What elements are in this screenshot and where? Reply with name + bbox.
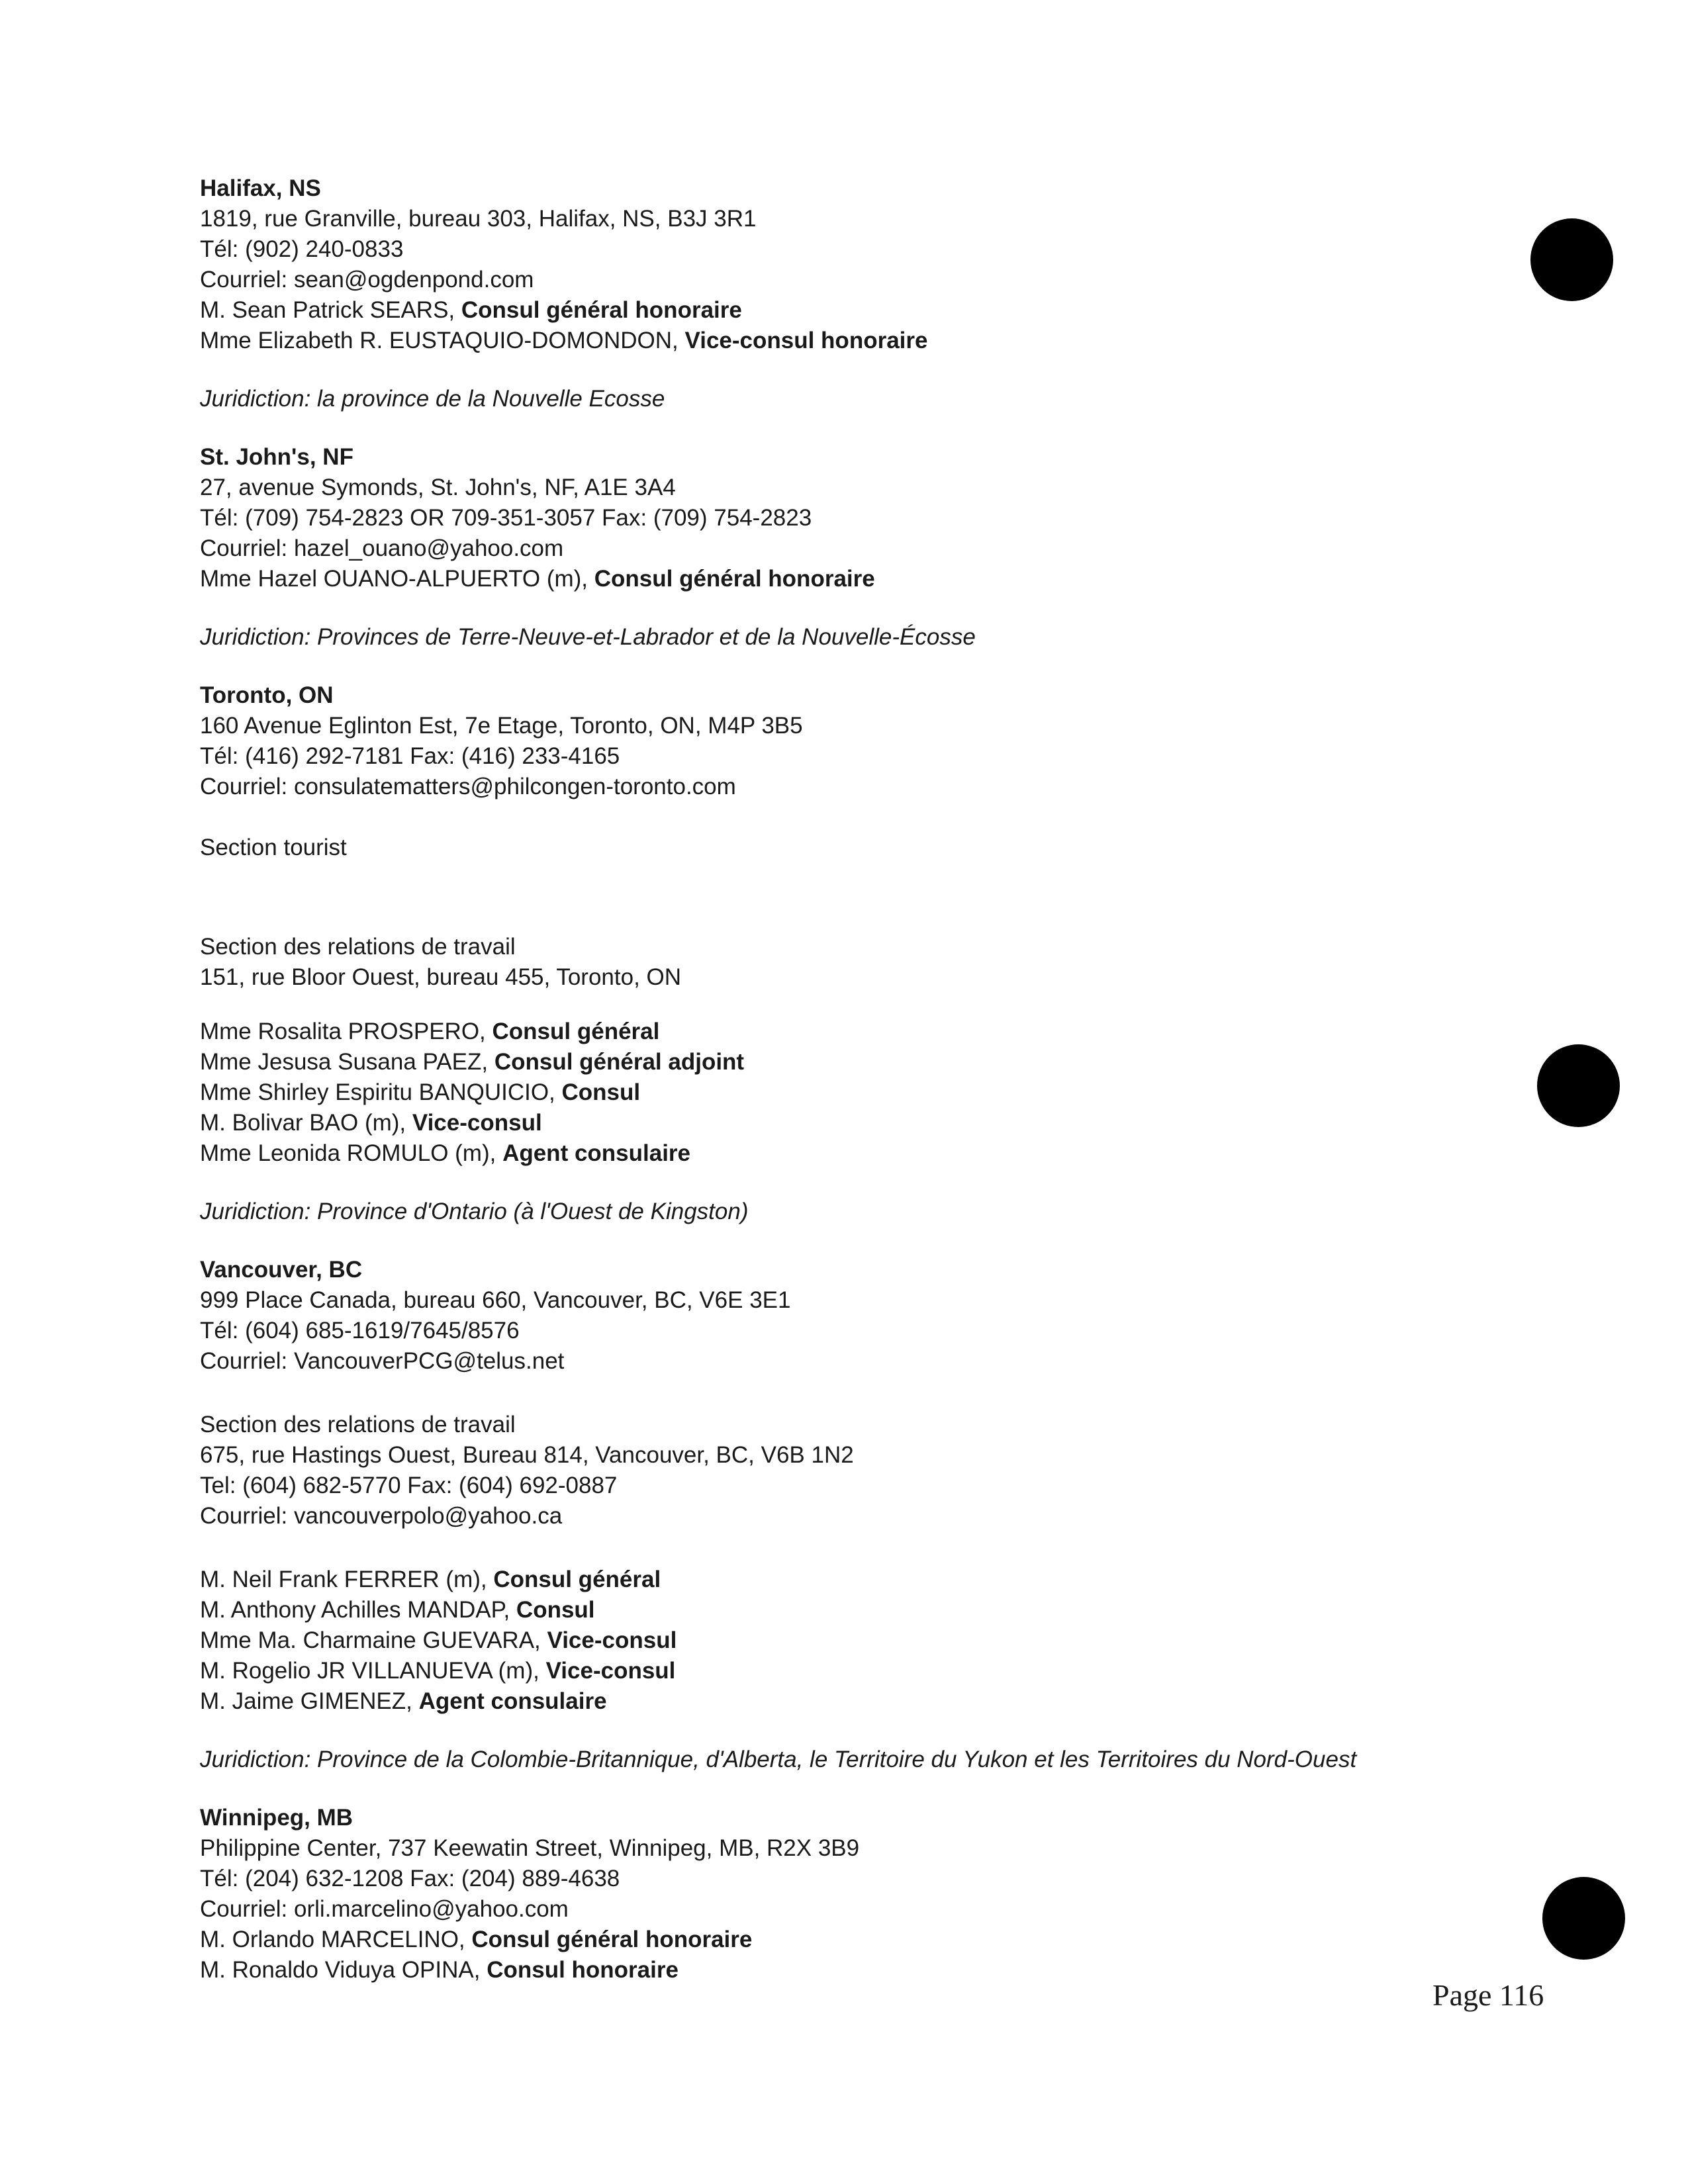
person-name: M. Anthony Achilles MANDAP, <box>200 1597 510 1623</box>
person-name: M. Orlando MARCELINO, <box>200 1927 465 1952</box>
person-title: Vice-consul <box>545 1658 676 1684</box>
person-entry <box>200 1565 1524 1595</box>
person-name: M. Bolivar BAO (m), <box>200 1110 406 1136</box>
person-name: M. Sean Patrick SEARS, <box>200 297 455 323</box>
person-name: Mme Rosalita PROSPERO, <box>200 1019 486 1044</box>
office-jurisdiction: Juridiction: Province d'Ontario (à l'Ouest de Kingston) <box>200 1199 749 1224</box>
labor-section-address: 675, rue Hastings Ouest, Bureau 814, Vancouver, BC, V6B 1N2 <box>200 1442 854 1468</box>
person-name: Mme Ma. Charmaine GUEVARA, <box>200 1627 541 1653</box>
person-name: M. Ronaldo Viduya OPINA, <box>200 1957 481 1983</box>
labor-section-phone: Tel: (604) 682-5770 Fax: (604) 692-0887 <box>200 1473 618 1498</box>
office-jurisdiction: Juridiction: Provinces de Terre-Neuve-et-Labrador et de la Nouvelle-Écosse <box>200 624 976 650</box>
labor-section-address: 151, rue Bloor Ouest, bureau 455, Toronto, ON <box>200 964 682 990</box>
person-entry <box>200 1138 1524 1169</box>
office-phone: Tél: (204) 632-1208 Fax: (204) 889-4638 <box>200 1866 620 1891</box>
office-st-johns <box>200 442 1524 680</box>
person-title: Consul général honoraire <box>471 1927 753 1952</box>
office-vancouver <box>200 1255 1524 1803</box>
person-name: Mme Hazel OUANO-ALPUERTO (m), <box>200 566 588 592</box>
person-title: Agent consulaire <box>502 1140 691 1166</box>
person-entry <box>200 1925 1524 1955</box>
person-entry <box>200 1955 1524 1985</box>
person-name: Mme Leonida ROMULO (m), <box>200 1140 496 1166</box>
person-name: Mme Shirley Espiritu BANQUICIO, <box>200 1079 555 1105</box>
office-phone: Tél: (416) 292-7181 Fax: (416) 233-4165 <box>200 743 620 769</box>
office-email: Courriel: consulatematters@philcongen-toronto.com <box>200 774 736 799</box>
punch-hole-middle <box>1537 1044 1620 1127</box>
person-entry <box>200 1595 1524 1625</box>
office-jurisdiction: Juridiction: la province de la Nouvelle Ecosse <box>200 386 665 412</box>
person-name: M. Jaime GIMENEZ, <box>200 1688 412 1714</box>
person-title: Agent consulaire <box>418 1688 607 1714</box>
office-halifax <box>200 173 1524 442</box>
consulate-listing <box>200 173 1524 1985</box>
punch-hole-bottom <box>1542 1877 1625 1960</box>
person-entry <box>200 326 1524 356</box>
person-entry <box>200 1017 1524 1047</box>
office-email: Courriel: VancouverPCG@telus.net <box>200 1348 565 1374</box>
office-city: St. John's, NF <box>200 444 353 470</box>
person-entry <box>200 1656 1524 1686</box>
labor-section-label: Section des relations de travail <box>200 1412 516 1437</box>
office-address: Philippine Center, 737 Keewatin Street, Winnipeg, MB, R2X 3B9 <box>200 1835 860 1861</box>
office-email: Courriel: orli.marcelino@yahoo.com <box>200 1896 569 1922</box>
office-city: Vancouver, BC <box>200 1257 363 1283</box>
office-phone: Tél: (902) 240-0833 <box>200 236 404 262</box>
person-title: Vice-consul <box>547 1627 677 1653</box>
person-title: Consul <box>516 1597 595 1623</box>
person-title: Vice-consul honoraire <box>684 328 928 353</box>
person-entry <box>200 295 1524 326</box>
office-toronto <box>200 680 1524 1255</box>
person-title: Consul général honoraire <box>594 566 875 592</box>
office-city: Winnipeg, MB <box>200 1805 353 1831</box>
labor-section-label: Section des relations de travail <box>200 934 516 960</box>
person-title: Consul honoraire <box>487 1957 679 1983</box>
office-phone: Tél: (709) 754-2823 OR 709-351-3057 Fax: (709) 754-2823 <box>200 505 812 531</box>
office-city: Toronto, ON <box>200 682 334 708</box>
person-title: Consul <box>561 1079 641 1105</box>
office-address: 999 Place Canada, bureau 660, Vancouver, BC, V6E 3E1 <box>200 1287 791 1313</box>
person-title: Consul général <box>493 1567 661 1592</box>
office-phone: Tél: (604) 685-1619/7645/8576 <box>200 1318 520 1343</box>
person-entry <box>200 1047 1524 1077</box>
person-name: Mme Jesusa Susana PAEZ, <box>200 1049 489 1075</box>
labor-section-email: Courriel: vancouverpolo@yahoo.ca <box>200 1503 563 1529</box>
office-address: 160 Avenue Eglinton Est, 7e Etage, Toronto, ON, M4P 3B5 <box>200 713 803 739</box>
punch-hole-top <box>1530 218 1613 301</box>
office-address: 27, avenue Symonds, St. John's, NF, A1E 3A4 <box>200 475 676 500</box>
page-number: Page 116 <box>1432 1978 1544 2012</box>
office-jurisdiction: Juridiction: Province de la Colombie-Britannique, d'Alberta, le Territoire du Yukon et les Territoires du Nord-Ouest <box>200 1747 1357 1772</box>
person-entry <box>200 1686 1524 1717</box>
office-address: 1819, rue Granville, bureau 303, Halifax, NS, B3J 3R1 <box>200 206 757 232</box>
person-title: Consul général honoraire <box>461 297 742 323</box>
person-title: Consul général <box>492 1019 660 1044</box>
tourist-section-label: Section tourist <box>200 835 347 860</box>
person-entry <box>200 1108 1524 1138</box>
office-email: Courriel: hazel_ouano@yahoo.com <box>200 535 564 561</box>
person-entry <box>200 564 1524 594</box>
person-entry <box>200 1625 1524 1656</box>
office-email: Courriel: sean@ogdenpond.com <box>200 267 534 293</box>
person-name: M. Neil Frank FERRER (m), <box>200 1567 487 1592</box>
office-winnipeg <box>200 1803 1524 1985</box>
person-title: Consul général adjoint <box>494 1049 745 1075</box>
person-name: M. Rogelio JR VILLANUEVA (m), <box>200 1658 539 1684</box>
person-name: Mme Elizabeth R. EUSTAQUIO-DOMONDON, <box>200 328 679 353</box>
office-city: Halifax, NS <box>200 175 321 201</box>
person-entry <box>200 1077 1524 1108</box>
person-title: Vice-consul <box>412 1110 542 1136</box>
